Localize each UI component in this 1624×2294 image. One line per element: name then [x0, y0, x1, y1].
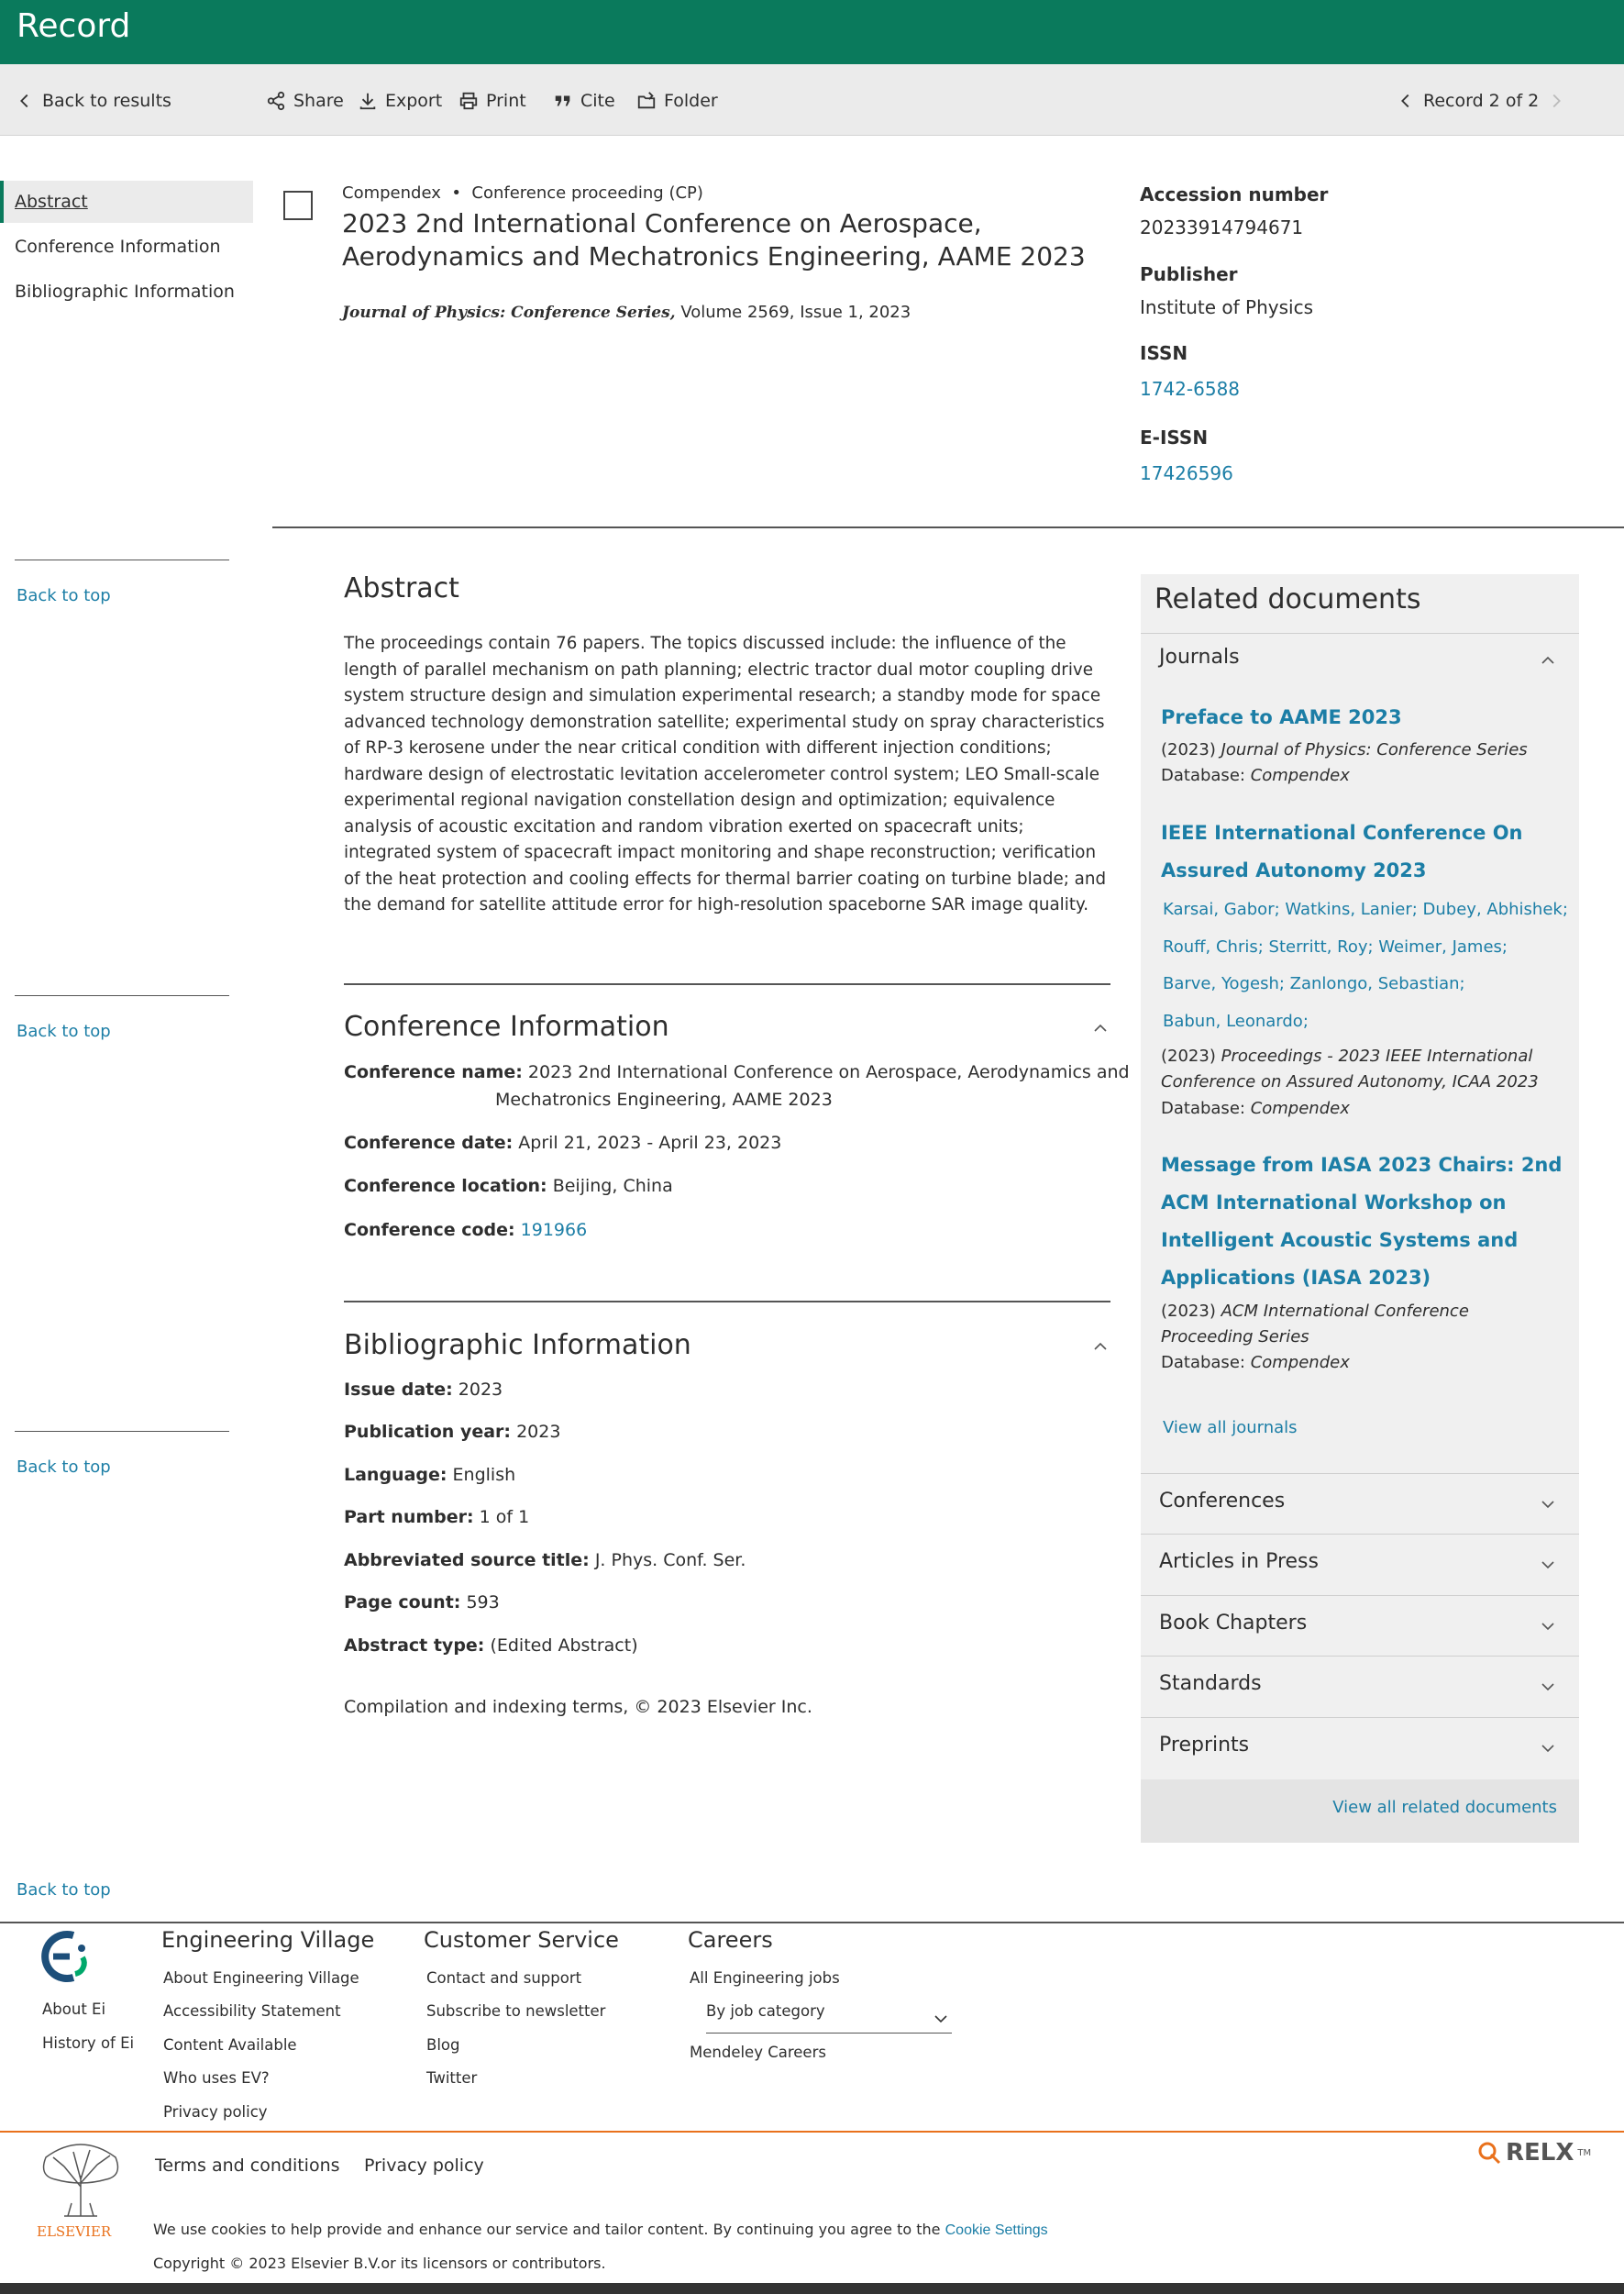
related-doc-database — [1161, 1350, 1564, 1376]
accession-number-label: Accession number — [1140, 183, 1329, 205]
related-doc-link[interactable]: IEEE International Conference On Assured Autonomy 2023 — [1161, 822, 1523, 881]
author-link[interactable]: Babun, Leonardo; — [1163, 1012, 1309, 1031]
abstract-type-field — [344, 1635, 638, 1656]
journals-accordion[interactable]: Journals — [1159, 646, 1240, 669]
record-navigation — [1396, 88, 1566, 114]
publication-year-value: 2023 — [516, 1422, 561, 1442]
language-field — [344, 1465, 515, 1485]
collapse-chevron-up-icon[interactable] — [1093, 1021, 1108, 1036]
job-category-select[interactable] — [706, 1995, 952, 2034]
footer-divider — [0, 1922, 1624, 1923]
view-all-related-documents-link[interactable]: View all related documents — [1332, 1798, 1557, 1817]
related-doc-year: (2023) — [1161, 1047, 1216, 1066]
related-doc-journal: ACM International Conference Proceeding Series — [1161, 1302, 1469, 1346]
download-icon — [358, 91, 378, 111]
record-position: Record 2 of 2 — [1423, 91, 1540, 111]
bullet-separator: • — [446, 183, 467, 203]
panel-divider — [1141, 1473, 1579, 1474]
relx-wordmark: RELX — [1506, 2139, 1574, 2167]
conference-date-label: Conference date: — [344, 1133, 514, 1153]
window-bottom-border — [0, 2283, 1624, 2294]
chevron-left-icon — [15, 91, 35, 111]
author-link[interactable]: Weimer, James; — [1378, 937, 1508, 957]
chevron-down-icon[interactable] — [1541, 1741, 1555, 1756]
panel-divider — [1141, 1717, 1579, 1718]
book-chapters-accordion[interactable]: Book Chapters — [1159, 1612, 1308, 1635]
language-label: Language: — [344, 1465, 447, 1485]
history-ei-link[interactable]: History of Ei — [42, 2034, 135, 2052]
database-value: Compendex — [1250, 766, 1350, 785]
panel-divider — [1141, 633, 1579, 634]
section-divider — [344, 983, 1110, 985]
careers-heading: Careers — [688, 1927, 773, 1953]
abbreviated-source-title-label: Abbreviated source title: — [344, 1550, 590, 1570]
record-title: 2023 2nd International Conference on Aerospace, Aerodynamics and Mechatronics Engineering, AAME 2023 — [342, 208, 1086, 272]
conference-date-value: April 21, 2023 - April 23, 2023 — [518, 1133, 782, 1153]
bibliographic-information-heading: Bibliographic Information — [344, 1329, 691, 1361]
back-to-top-link[interactable]: Back to top — [17, 1457, 111, 1477]
footer-link[interactable]: Mendeley Careers — [690, 2044, 826, 2061]
previous-record-icon[interactable] — [1396, 91, 1416, 111]
sidebar-divider — [15, 1431, 229, 1432]
print-label: Print — [486, 91, 526, 111]
related-footer-bar — [1141, 1779, 1579, 1843]
back-to-top-link[interactable]: Back to top — [17, 1022, 111, 1041]
abbreviated-source-title-field — [344, 1550, 746, 1570]
related-documents-heading: Related documents — [1154, 583, 1421, 615]
related-documents-panel — [1141, 574, 1579, 1843]
author-link[interactable]: Karsai, Gabor; — [1163, 900, 1280, 919]
conference-location-field — [344, 1176, 673, 1196]
printer-icon — [458, 91, 479, 111]
page-count-field — [344, 1592, 500, 1612]
cite-button[interactable] — [553, 88, 615, 114]
share-label: Share — [293, 91, 344, 111]
cookie-notice-text: We use cookies to help provide and enhance our service and tailor content. By continuing you agree to the — [153, 2221, 941, 2238]
author-links-row — [1163, 1012, 1309, 1031]
header-divider — [272, 526, 1624, 528]
conference-code-field — [344, 1220, 587, 1240]
related-doc-year: (2023) — [1161, 1302, 1216, 1321]
chevron-down-icon[interactable] — [1541, 1557, 1555, 1572]
select-record-checkbox[interactable] — [283, 191, 313, 220]
author-link[interactable]: Watkins, Lanier; — [1285, 900, 1418, 919]
record-toolbar — [0, 64, 1624, 136]
conference-code-label: Conference code: — [344, 1220, 515, 1240]
abstract-type-label: Abstract type: — [344, 1635, 485, 1656]
cite-label: Cite — [580, 91, 615, 111]
section-divider — [344, 1301, 1110, 1302]
related-doc-database — [1161, 1096, 1564, 1122]
share-button[interactable] — [266, 88, 344, 114]
abbreviated-source-title-value: J. Phys. Conf. Ser. — [594, 1550, 746, 1570]
related-doc-database — [1161, 763, 1564, 789]
engineering-village-heading: Engineering Village — [161, 1927, 375, 1953]
collapse-chevron-up-icon[interactable] — [1093, 1339, 1108, 1354]
customer-service-heading: Customer Service — [424, 1927, 619, 1953]
abstract-type-value: (Edited Abstract) — [490, 1635, 638, 1656]
publisher-label: Publisher — [1140, 263, 1238, 285]
author-link[interactable]: Barve, Yogesh; — [1163, 974, 1285, 993]
sidebar-divider — [15, 995, 229, 996]
terms-link[interactable]: Terms and conditions — [155, 2155, 340, 2176]
chevron-down-icon — [934, 2011, 948, 2026]
conference-name-field — [344, 1062, 1130, 1082]
back-to-results-button[interactable] — [15, 88, 171, 114]
relx-mark-icon — [1476, 2140, 1502, 2166]
author-links-row — [1163, 974, 1465, 993]
footer-link[interactable]: Accessibility Statement — [163, 2002, 341, 2020]
folder-add-icon — [636, 91, 657, 111]
panel-divider — [1141, 1595, 1579, 1596]
relx-logo[interactable] — [1476, 2139, 1591, 2167]
document-type: Conference proceeding (CP) — [471, 183, 703, 203]
conference-location-value: Beijing, China — [552, 1176, 673, 1196]
print-button[interactable] — [458, 88, 526, 114]
volume-issue: Volume 2569, Issue 1, 2023 — [680, 303, 911, 322]
part-number-value: 1 of 1 — [479, 1507, 530, 1527]
back-to-top-link[interactable]: Back to top — [17, 586, 111, 605]
conference-name-value: 2023 2nd International Conference on Aerospace, Aerodynamics and — [527, 1062, 1130, 1082]
database-value: Compendex — [1250, 1099, 1350, 1118]
eissn-label: E-ISSN — [1140, 427, 1209, 449]
footer-link[interactable]: Subscribe to newsletter — [426, 2002, 606, 2020]
journal-line — [342, 303, 911, 322]
cookie-settings-link[interactable]: Cookie Settings — [945, 2222, 1048, 2238]
sidebar-item-abstract[interactable]: Abstract — [0, 181, 253, 223]
author-link[interactable]: Dubey, Abhishek; — [1422, 900, 1568, 919]
elsevier-wordmark: ELSEVIER — [37, 2223, 112, 2240]
related-doc-source — [1161, 737, 1564, 763]
conference-name-label: Conference name: — [344, 1062, 523, 1082]
footer-link[interactable]: Who uses EV? — [163, 2069, 270, 2087]
related-doc-link[interactable]: Message from IASA 2023 Chairs: 2nd ACM International Workshop on Intelligent Acoustic Systems and Applications (IASA 2023) — [1161, 1154, 1563, 1289]
publication-year-label: Publication year: — [344, 1422, 512, 1442]
panel-divider — [1141, 1656, 1579, 1657]
page-count-label: Page count: — [344, 1592, 461, 1612]
issue-date-value: 2023 — [458, 1380, 503, 1400]
back-to-top-link[interactable]: Back to top — [17, 1880, 111, 1900]
related-doc-journal: Journal of Physics: Conference Series — [1221, 740, 1528, 759]
footer-link[interactable]: Privacy policy — [163, 2103, 268, 2121]
publisher-value: Institute of Physics — [1140, 296, 1314, 318]
part-number-label: Part number: — [344, 1507, 474, 1527]
footer-link[interactable]: All Engineering jobs — [690, 1969, 840, 1987]
footer-link[interactable]: About Engineering Village — [163, 1969, 359, 1987]
footer-link[interactable]: Contact and support — [426, 1969, 582, 1987]
export-button[interactable] — [358, 88, 442, 114]
related-doc-journal: Proceedings - 2023 IEEE International Conference on Assured Autonomy, ICAA 2023 — [1161, 1047, 1539, 1092]
conference-information-heading: Conference Information — [344, 1011, 669, 1043]
articles-in-press-accordion[interactable]: Articles in Press — [1159, 1550, 1319, 1573]
database-value: Compendex — [1250, 1353, 1350, 1372]
issue-date-label: Issue date: — [344, 1380, 453, 1400]
page-count-value: 593 — [466, 1592, 500, 1612]
ei-logo-icon[interactable] — [37, 1926, 97, 1987]
footer-link[interactable]: Blog — [426, 2036, 460, 2054]
page-title: Record — [17, 7, 131, 45]
view-all-journals-link[interactable]: View all journals — [1163, 1418, 1298, 1437]
quote-icon — [553, 91, 573, 111]
sidebar-item-conference-information[interactable]: Conference Information — [15, 237, 221, 257]
record-source-line — [342, 183, 703, 203]
preprints-accordion[interactable]: Preprints — [1159, 1734, 1250, 1757]
publication-year-field — [344, 1422, 560, 1442]
conferences-accordion[interactable]: Conferences — [1159, 1490, 1286, 1513]
abstract-heading: Abstract — [344, 572, 459, 604]
author-link[interactable]: Zanlongo, Sebastian; — [1289, 974, 1465, 993]
indexing-copyright: Compilation and indexing terms, © 2023 Elsevier Inc. — [344, 1697, 812, 1717]
issn-label: ISSN — [1140, 342, 1188, 364]
folder-button[interactable] — [636, 88, 718, 114]
share-icon — [266, 91, 286, 111]
database-label: Database: — [1161, 1353, 1245, 1372]
job-category-selected: By job category — [706, 2002, 825, 2020]
panel-divider — [1141, 1534, 1579, 1535]
elsevier-copyright: Copyright © 2023 Elsevier B.V.or its licensors or contributors. — [153, 2255, 606, 2272]
author-links-row — [1163, 937, 1508, 957]
chevron-down-icon[interactable] — [1541, 1497, 1555, 1512]
footer-accent-divider — [0, 2131, 1624, 2133]
export-label: Export — [385, 91, 443, 111]
related-doc-link[interactable]: Preface to AAME 2023 — [1161, 706, 1402, 728]
related-doc-source — [1161, 1044, 1564, 1095]
issue-date-field — [344, 1380, 503, 1400]
chevron-down-icon[interactable] — [1541, 1619, 1555, 1634]
footer-link[interactable]: Twitter — [426, 2069, 478, 2087]
page-header — [0, 0, 1624, 64]
related-doc-year: (2023) — [1161, 740, 1216, 759]
chevron-up-icon[interactable] — [1541, 653, 1555, 668]
language-value: English — [452, 1465, 516, 1485]
issn-link[interactable]: 1742-6588 — [1140, 378, 1241, 400]
about-ei-link[interactable]: About Ei — [42, 2000, 106, 2018]
journal-name: Journal of Physics: Conference Series, — [342, 304, 676, 322]
folder-label: Folder — [664, 91, 718, 111]
conference-date-field — [344, 1133, 781, 1153]
database-label: Database: — [1161, 766, 1245, 785]
standards-accordion[interactable]: Standards — [1159, 1672, 1262, 1695]
back-to-results-label: Back to results — [42, 91, 171, 111]
author-link[interactable]: Rouff, Chris; — [1163, 937, 1264, 957]
author-link[interactable]: Sterritt, Roy; — [1268, 937, 1374, 957]
database-label: Database: — [1161, 1099, 1245, 1118]
eissn-link[interactable]: 17426596 — [1140, 462, 1233, 484]
privacy-policy-link[interactable]: Privacy policy — [364, 2155, 484, 2176]
elsevier-tree-logo-icon[interactable] — [37, 2139, 125, 2218]
related-doc-source — [1161, 1299, 1564, 1350]
chevron-down-icon[interactable] — [1541, 1679, 1555, 1694]
conference-name-continued: Mechatronics Engineering, AAME 2023 — [495, 1090, 833, 1110]
relx-trademark: TM — [1577, 2147, 1592, 2158]
accession-number-value: 20233914794671 — [1140, 216, 1304, 238]
conference-location-label: Conference location: — [344, 1176, 547, 1196]
part-number-field — [344, 1507, 529, 1527]
footer-link[interactable]: Content Available — [163, 2036, 297, 2054]
sidebar-item-bibliographic-information[interactable]: Bibliographic Information — [15, 282, 235, 302]
next-record-icon[interactable] — [1546, 91, 1566, 111]
conference-code-link[interactable]: 191966 — [520, 1220, 588, 1240]
database-name: Compendex — [342, 183, 441, 203]
abstract-text: The proceedings contain 76 papers. The topics discussed include: the influence of the length of parallel mechanism on path planning; electric tractor dual motor coupling drive system structure design and simulation experimental research; a standby mode for space advanced technology demonstration satellite; experimental study on spray characteristics of RP-3 kerosene under the near critical condition with different injection conditions; hardware design of electrostatic levitation accelerometer control system; LEO Small-scale experimental regional navigation constellation design and optimization; equivalence analysis of acoustic excitation and random vibration exerted on spacecraft units; integrated system of spacecraft impact monitoring and shape reconstruction; verification of the heat protection and cooling effects for thermal barrier coating on turbine blade; and the demand for satellite attitude error for high-resolution spaceborne SAR image quality. — [344, 634, 1107, 914]
author-links-row — [1163, 900, 1568, 919]
cookie-notice — [153, 2221, 1048, 2239]
